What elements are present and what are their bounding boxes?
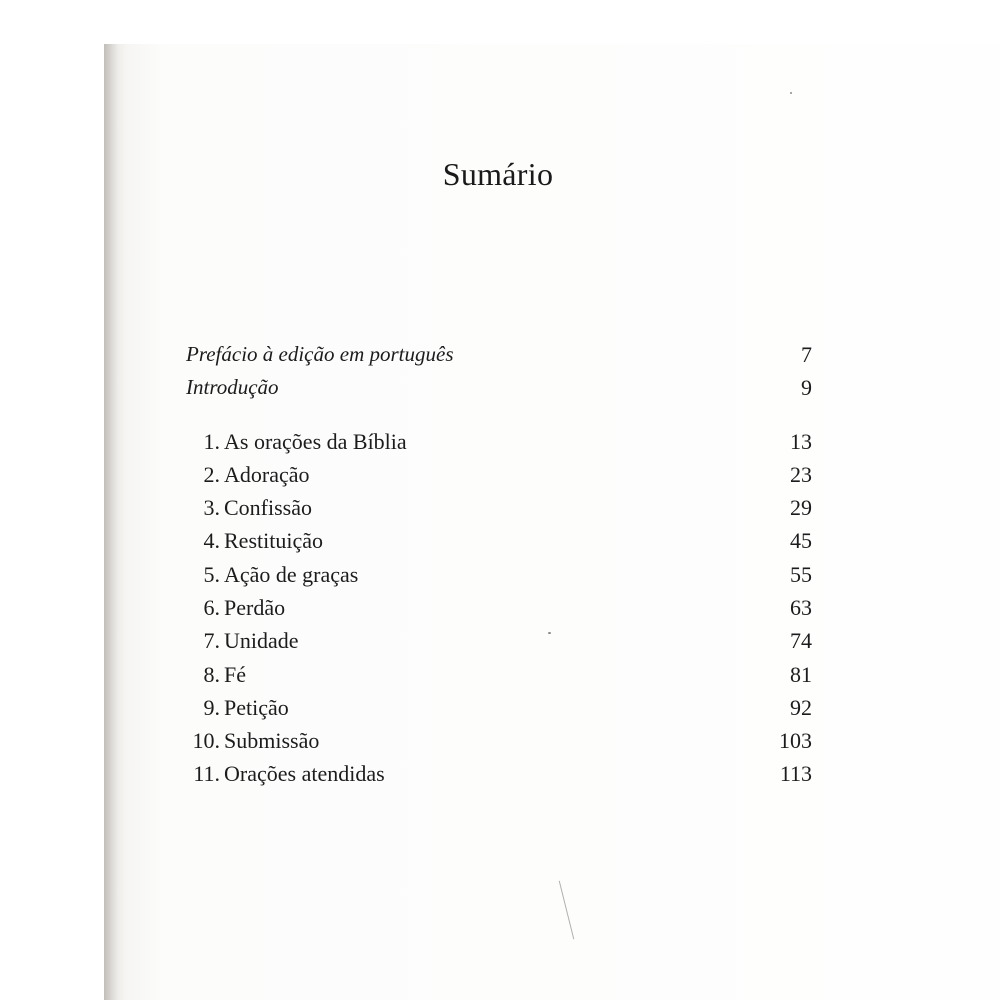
toc-entry-page: 74 bbox=[790, 628, 812, 653]
toc-entry-chapter bbox=[186, 757, 812, 790]
toc-entry-page: 9 bbox=[801, 375, 812, 400]
toc-entry-chapter bbox=[186, 624, 812, 657]
toc-entry-page: 23 bbox=[790, 462, 812, 487]
toc-entry-page: 103 bbox=[779, 728, 812, 753]
chapter-number: 9. bbox=[203, 695, 220, 720]
chapter-number: 8. bbox=[203, 662, 220, 687]
chapter-title: Perdão bbox=[224, 595, 286, 620]
chapter-title: Petição bbox=[224, 695, 289, 720]
toc-entry-chapter bbox=[186, 458, 812, 491]
chapter-number: 6. bbox=[203, 595, 220, 620]
chapter-title: Fé bbox=[224, 662, 246, 687]
toc-entry-chapter bbox=[186, 724, 812, 757]
toc-entry-page: 55 bbox=[790, 562, 812, 587]
toc-entry-page: 113 bbox=[779, 761, 812, 786]
chapter-number: 11. bbox=[193, 761, 220, 786]
toc-entry-page: 13 bbox=[790, 429, 812, 454]
chapter-number: 2. bbox=[203, 462, 220, 487]
chapter-number: 7. bbox=[203, 628, 220, 653]
toc-entry-chapter bbox=[186, 591, 812, 624]
chapter-title: Restituição bbox=[224, 528, 323, 553]
toc-entry-chapter bbox=[186, 425, 812, 458]
toc-entry-page: 45 bbox=[790, 528, 812, 553]
toc-entry-chapter bbox=[186, 691, 812, 724]
chapter-number: 4. bbox=[203, 528, 220, 553]
chapter-number: 5. bbox=[203, 562, 220, 587]
toc-entry-label: Introdução bbox=[186, 375, 279, 399]
toc-entry-chapter bbox=[186, 658, 812, 691]
toc-entry-chapter bbox=[186, 524, 812, 557]
toc-entry-page: 81 bbox=[790, 662, 812, 687]
chapter-number: 3. bbox=[203, 495, 220, 520]
toc-entry-page: 29 bbox=[790, 495, 812, 520]
toc-entry-page: 63 bbox=[790, 595, 812, 620]
chapter-title: Unidade bbox=[224, 628, 299, 653]
chapter-title: Adoração bbox=[224, 462, 310, 487]
chapter-title: Submissão bbox=[224, 728, 320, 753]
toc-entry-label: Prefácio à edição em português bbox=[186, 342, 454, 366]
chapter-title: Orações atendidas bbox=[224, 761, 385, 786]
toc-entry-preface bbox=[186, 338, 812, 371]
chapter-number: 10. bbox=[192, 728, 220, 753]
chapter-title: Ação de graças bbox=[224, 562, 359, 587]
toc-entry-chapter bbox=[186, 558, 812, 591]
binding-shadow bbox=[104, 44, 118, 1000]
toc-entry-chapter bbox=[186, 491, 812, 524]
chapter-title: As orações da Bíblia bbox=[224, 429, 407, 454]
chapter-number: 1. bbox=[203, 429, 220, 454]
toc-entry-page: 7 bbox=[801, 342, 812, 367]
toc-entry-page: 92 bbox=[790, 695, 812, 720]
page-title: Sumário bbox=[442, 156, 554, 192]
scan-speck bbox=[790, 92, 792, 94]
toc-entry-introduction bbox=[186, 371, 812, 404]
chapter-title: Confissão bbox=[224, 495, 312, 520]
